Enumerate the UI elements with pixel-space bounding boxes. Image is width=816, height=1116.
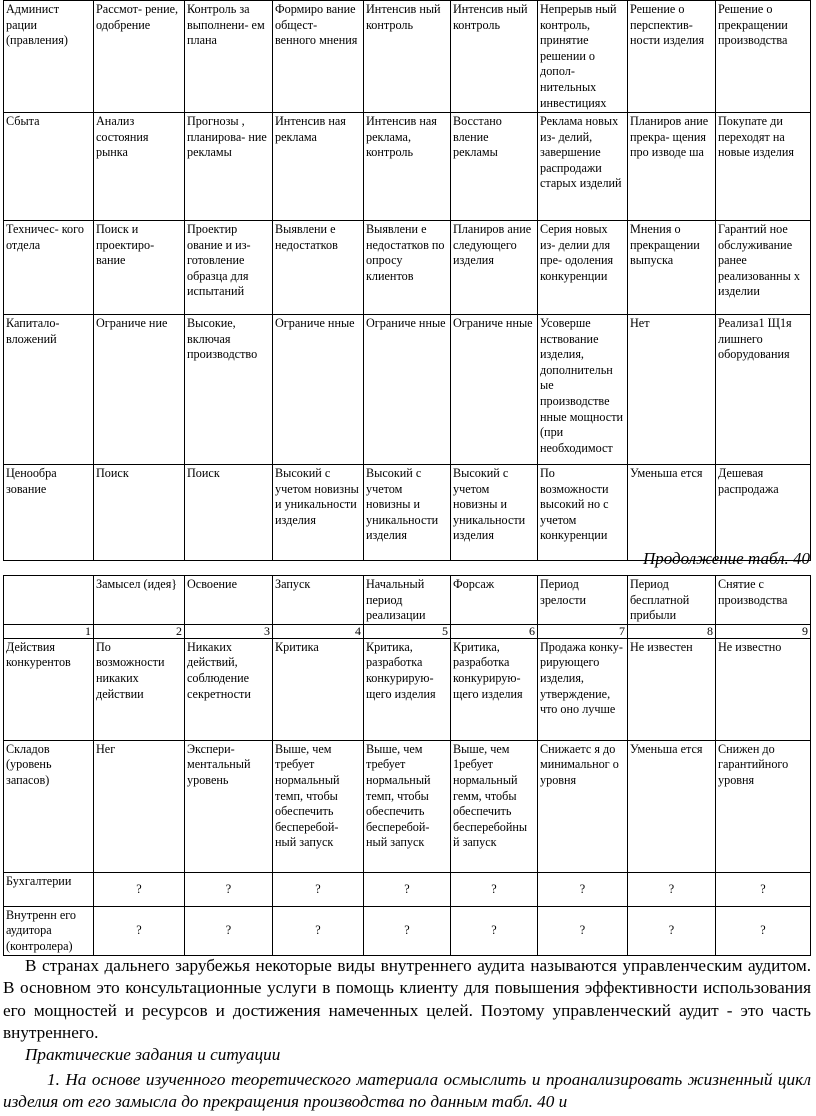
table-cell: Нет — [628, 315, 716, 465]
table-cell: ? — [451, 906, 538, 955]
table-cell: Контроль за выполнени- ем плана — [185, 1, 273, 113]
table-cell: Экспери- ментальный уровень — [185, 740, 273, 872]
section-heading-tasks — [3, 1044, 811, 1066]
table-cell: Ограниче нные — [273, 315, 364, 465]
table-cell: Ограниче нные — [364, 315, 451, 465]
table-cell: ? — [451, 872, 538, 906]
table-cell: ? — [94, 906, 185, 955]
table-row-internal-auditor — [4, 906, 811, 955]
row-label: Капитало- вложений — [4, 315, 94, 465]
column-header: Форсаж — [451, 576, 538, 625]
column-number: 9 — [716, 624, 811, 638]
table-cell: Выше, чем 1ребует нормальный гемм, чтобы обеспечить бесперебойны й запуск — [451, 740, 538, 872]
table-cell: Высокий с учетом новизны и уникальности изделия — [364, 465, 451, 561]
column-number: 4 — [273, 624, 364, 638]
table-cell: Продажа конку- рирующего изделия, утверждение, что оно лучше — [538, 638, 628, 740]
row-label: Админист рации (правления) — [4, 1, 94, 113]
column-header: Период зрелости — [538, 576, 628, 625]
table-cell: Интенсив ный контроль — [451, 1, 538, 113]
table-cell: Непрерыв ный контроль, принятие решении о допол- нительных инвестициях — [538, 1, 628, 113]
table-cell: Критика, разработка конкурирую- щего изделия — [451, 638, 538, 740]
table-cell: Гарантий ное обслуживание ранее реализованны х изделии — [716, 221, 811, 315]
column-header: Период бесплатной прибыли — [628, 576, 716, 625]
table-cell: Не известно — [716, 638, 811, 740]
table-cell: Выше, чем требует нормальный темп, чтобы обеспечить бесперебой- ный запуск — [273, 740, 364, 872]
table-cell: Уменьша ется — [628, 465, 716, 561]
lifecycle-table-part1 — [3, 0, 811, 561]
table-cell: Не известен — [628, 638, 716, 740]
table-cell: ? — [185, 906, 273, 955]
table-cell: ? — [94, 872, 185, 906]
row-label: Складов (уровень запасов) — [4, 740, 94, 872]
table-cell: Проектир ование и из- готовление образца для испытаний — [185, 221, 273, 315]
table-cell: Поиск — [185, 465, 273, 561]
table-cell: Ограниче нные — [451, 315, 538, 465]
table-cell: Мнения о прекращении выпуска — [628, 221, 716, 315]
column-number: 7 — [538, 624, 628, 638]
column-header: Замысел (идея} — [94, 576, 185, 625]
table-cell: По возможности высокий но с учетом конкуренции — [538, 465, 628, 561]
column-number: 2 — [94, 624, 185, 638]
table-cell: Высокие, включая производство — [185, 315, 273, 465]
column-number: 1 — [4, 624, 94, 638]
table-cell: Формиро вание общест- венного мнения — [273, 1, 364, 113]
table-cell: Уменьша ется — [628, 740, 716, 872]
table-cell: Нег — [94, 740, 185, 872]
table-row-accounting — [4, 872, 811, 906]
table-cell: Рассмот- рение, одобрение — [94, 1, 185, 113]
table-cell: Выше, чем требует нормальный темп, чтобы обеспечить бесперебой- ный запуск — [364, 740, 451, 872]
heading-text: Практические задания и ситуации — [25, 1045, 281, 1064]
column-number: 8 — [628, 624, 716, 638]
table-cell: Прогнозы , планирова- ние рекламы — [185, 113, 273, 221]
table-cell: Интенсив ный контроль — [364, 1, 451, 113]
column-number: 3 — [185, 624, 273, 638]
table-cell: Критика, разработка конкурирую- щего изделия — [364, 638, 451, 740]
table-cell: Решение о перспектив- ности изделия — [628, 1, 716, 113]
table-cell: ? — [273, 906, 364, 955]
row-label: Внутренн его аудитора (контролера) — [4, 906, 94, 955]
task-1-text — [3, 1069, 811, 1114]
row-label: Бухгалтерии — [4, 872, 94, 906]
table-cell: Высокий с учетом новизны и уникальности изделия — [451, 465, 538, 561]
table-row-warehouse — [4, 740, 811, 872]
table-cell: ? — [364, 906, 451, 955]
table-cell: Интенсив ная реклама, контроль — [364, 113, 451, 221]
table-cell: Решение о прекращении производства — [716, 1, 811, 113]
table-cell: Никаких действий, соблюдение секретности — [185, 638, 273, 740]
table-cell: Дешевая распродажа — [716, 465, 811, 561]
column-number-row — [4, 624, 811, 638]
paragraph-management-audit — [3, 955, 811, 1045]
row-label: Действия конкурентов — [4, 638, 94, 740]
task-text: 1. На основе изученного теоретического материала осмыслить и проанализировать жизненный цикл изделия от его замысла до прекращения производства по данным табл. 40 и — [3, 1070, 811, 1112]
column-number: 6 — [451, 624, 538, 638]
table-row-sales — [4, 113, 811, 221]
table-cell: Интенсив ная реклама — [273, 113, 364, 221]
table-cell: Выявлени е недостатков по опросу клиентов — [364, 221, 451, 315]
table-cell: Планиров ание следующего изделия — [451, 221, 538, 315]
table-cell: Критика — [273, 638, 364, 740]
table-row-competitors — [4, 638, 811, 740]
table-cell: Реклама новых из- делий, завершение распродажи старых изделий — [538, 113, 628, 221]
column-header — [4, 576, 94, 625]
header-row — [4, 576, 811, 625]
lifecycle-table-part2 — [3, 575, 811, 956]
table-cell: Покупате ди переходят на новые изделия — [716, 113, 811, 221]
table-cell: Реализа1 Щ1я лишнего оборудования — [716, 315, 811, 465]
table-cell: Снижен до гарантийного уровня — [716, 740, 811, 872]
table-cell: Поиск и проектиро- вание — [94, 221, 185, 315]
table-row-capital — [4, 315, 811, 465]
table-cell: Высокий с учетом новизны и уникальности изделия — [273, 465, 364, 561]
table-cell: Восстано вление рекламы — [451, 113, 538, 221]
table-cell: По возможности никаких действии — [94, 638, 185, 740]
table-cell: Серия новых из- делии для пре- одоления конкуренции — [538, 221, 628, 315]
column-header: Снятие с производства — [716, 576, 811, 625]
paragraph-text: В странах дальнего зарубежья некоторые виды внутреннего аудита называются управленческим аудитом. В основном это консультационные услуги в помощь клиенту для повышения эффективности использования его мощностей и ресурсов и достижения намеченных целей. Поэтому управленческий аудит - это часть внутреннего. — [3, 956, 811, 1043]
table-cell: Ограниче ние — [94, 315, 185, 465]
table-cell: Снижаетс я до минимальног о уровня — [538, 740, 628, 872]
table-cell: Планиров ание прекра- щения про изводе ша — [628, 113, 716, 221]
table-cell: ? — [628, 872, 716, 906]
table-cell: ? — [364, 872, 451, 906]
table-row-tech — [4, 221, 811, 315]
table-cell: ? — [538, 906, 628, 955]
column-header: Начальный период реализации — [364, 576, 451, 625]
table-cell: ? — [185, 872, 273, 906]
table-cell: ? — [716, 906, 811, 955]
table-cell: ? — [273, 872, 364, 906]
row-label: Сбыта — [4, 113, 94, 221]
column-number: 5 — [364, 624, 451, 638]
row-label: Ценообра зование — [4, 465, 94, 561]
table-cell: Усоверше нствование изделия, дополнительн ые производстве нные мощности (при необходимост — [538, 315, 628, 465]
table-cell: Анализ состояния рынка — [94, 113, 185, 221]
table-row-pricing — [4, 465, 811, 561]
row-label: Техничес- кого отдела — [4, 221, 94, 315]
table-cell: Поиск — [94, 465, 185, 561]
table-row-admin — [4, 1, 811, 113]
column-header: Запуск — [273, 576, 364, 625]
continuation-caption: Продолжение табл. 40 — [642, 549, 810, 568]
table-cell: Выявлени е недостатков — [273, 221, 364, 315]
column-header: Освоение — [185, 576, 273, 625]
table-cell: ? — [628, 906, 716, 955]
table-cell: ? — [716, 872, 811, 906]
table-cell: ? — [538, 872, 628, 906]
